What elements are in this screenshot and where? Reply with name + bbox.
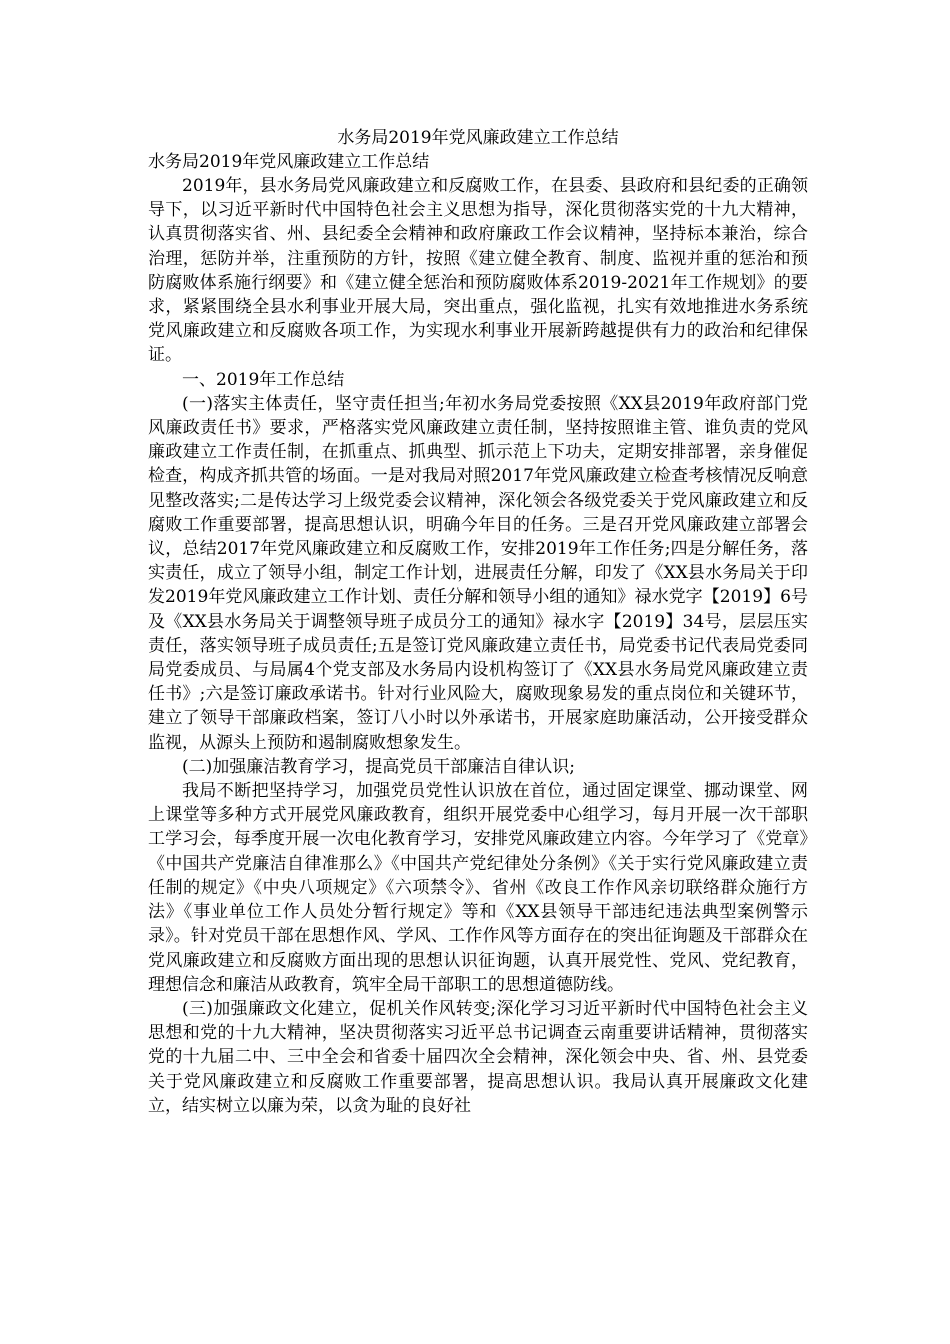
paragraph-education: 我局不断把坚持学习，加强党员党性认识放在首位，通过固定课堂、挪动课堂、网上课堂等多种方式开展党风廉政教育，组织开展党委中心组学习，每月开展一次干部职工学习会，每季度开展一次电化教育学习，安排党风廉政建立内容。今年学习了《党章》《中国共产党廉洁自律准那么》《中国共产党纪律处分条例》《关于实行党风廉政建立责任制的规定》《中央八项规定》《六项禁令》、省州《改良工作作风亲切联络群众施行方法》《事业单位工作人员处分暂行规定》等和《XX县领导干部违纪违法典型案例警示录》。针对党员干部在思想作风、学风、工作作风等方面存在的突出征询题及干部群众在党风廉政建立和反腐败方面出现的思想认识征询题，认真开展党性、党风、党纪教育，理想信念和廉洁从政教育，筑牢全局干部职工的思想道德防线。 [148, 781, 808, 995]
section-heading-2019-summary: 一、2019年工作总结 [182, 369, 345, 390]
paragraph-culture: (三)加强廉政文化建立，促机关作风转变;深化学习习近平新时代中国特色社会主义思想和党的十九大精神，坚决贯彻落实习近平总书记调查云南重要讲话精神，贯彻落实党的十九届二中、三中全会和省委十届四次全会精神，深化领会中央、省、州、县党委关于党风廉政建立和反腐败工作重要部署，提高思想认识。我局认真开展廉政文化建立，结实树立以廉为荣，以贪为耻的良好社 [148, 998, 808, 1116]
paragraph-main-responsibility: (一)落实主体责任，坚守责任担当;年初水务局党委按照《XX县2019年政府部门党风廉政责任书》要求，严格落实党风廉政建立责任制，坚持按照谁主管、谁负责的党风廉政建立工作责任制，在抓重点、抓典型、抓示范上下功夫，定期安排部署，亲身催促检查，构成齐抓共管的场面。一是对我局对照2017年党风廉政建立检查考核情况反响意见整改落实;二是传达学习上级党委会议精神，深化领会各级党委关于党风廉政建立和反腐败工作重要部署，提高思想认识，明确今年目的任务。三是召开党风廉政建立部署会议，总结2017年党风廉政建立和反腐败工作，安排2019年工作任务;四是分解任务，落实责任，成立了领导小组，制定工作计划，进展责任分解，印发了《XX县水务局关于印发2019年党风廉政建立工作计划、责任分解和领导小组的通知》禄水党字【2019】6号及《XX县水务局关于调整领导班子成员分工的通知》禄水字【2019】34号，层层压实责任，落实领导班子成员责任;五是签订党风廉政建立责任书，局党委书记代表局党委同局党委成员、与局属4个党支部及水务局内设机构签订了《XX县水务局党风廉政建立责任书》;六是签订廉政承诺书。针对行业风险大，腐败现象易发的重点岗位和关键环节，建立了领导干部廉政档案，签订八小时以外承诺书，开展家庭助廉活动，公开接受群众监视，从源头上预防和遏制腐败想象发生。 [148, 393, 808, 753]
paragraph-intro: 2019年，县水务局党风廉政建立和反腐败工作，在县委、县政府和县纪委的正确领导下，以习近平新时代中国特色社会主义思想为指导，深化贯彻落实党的十九大精神，认真贯彻落实省、州、县纪委全会精神和政府廉政工作会议精神，坚持标本兼治，综合治理，惩防并举，注重预防的方针，按照《建立健全教育、制度、监视并重的惩治和预防腐败体系施行纲要》和《建立健全惩治和预防腐败体系2019-2021年工作规划》的要求，紧紧围绕全县水利事业开展大局，突出重点，强化监视，扎实有效地推进水务系统党风廉政建立和反腐败各项工作，为实现水利事业开展新跨越提供有力的政治和纪律保证。 [148, 176, 808, 366]
document-title: 水务局2019年党风廉政建立工作总结 [337, 128, 619, 148]
document-page [148, 126, 808, 1336]
document-subtitle: 水务局2019年党风廉政建立工作总结 [148, 152, 430, 172]
subheading-education: (二)加强廉洁教育学习，提高党员干部廉洁自律认识; [182, 756, 575, 777]
